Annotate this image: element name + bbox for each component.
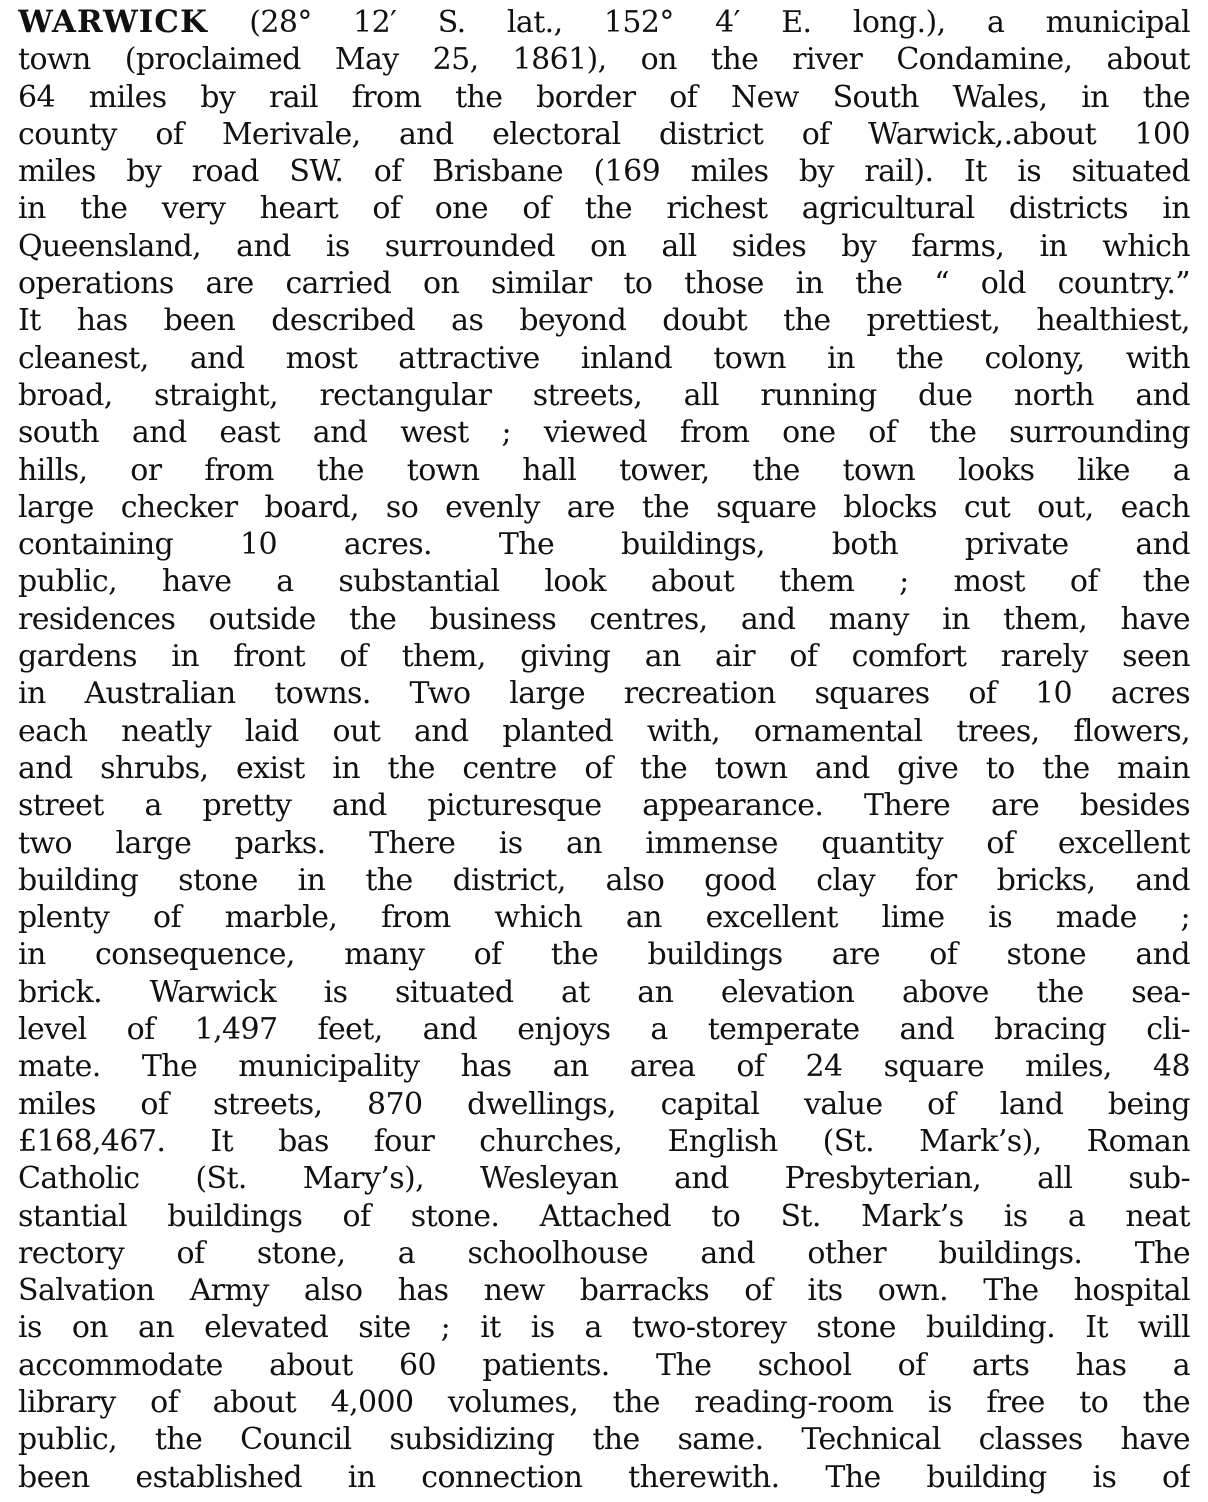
article-line-15: containing 10 acres. The buildings, both private and <box>18 527 1190 563</box>
article-line-26: in consequence, many of the buildings are of stone and <box>18 937 1190 973</box>
article-line-17: residences outside the business centres, and many in them, have <box>18 601 1190 637</box>
article-headword: WARWICK <box>18 4 208 40</box>
article-line-3: 64 miles by rail from the border of New South Wales, in the <box>18 79 1190 115</box>
article-line-37: accommodate about 60 patients. The school of arts has a <box>18 1347 1190 1383</box>
article-line-38: library of about 4,000 volumes, the reading-room is free to the <box>18 1384 1190 1420</box>
article-line-9: It has been described as beyond doubt the prettiest, healthiest, <box>18 303 1190 339</box>
article-line-10: cleanest, and most attractive inland town in the colony, with <box>18 340 1190 376</box>
article-line-23: two large parks. There is an immense quantity of excellent <box>18 825 1190 861</box>
article-body <box>18 4 1190 1496</box>
article-line-1-text: (28° 12′ S. lat., 152° 4′ E. long.), a municipal <box>249 5 1190 40</box>
article-line-4: county of Merivale, and electoral district of Warwick,.about 100 <box>18 116 1190 152</box>
article-line-8: operations are carried on similar to those in the “ old country.” <box>18 266 1190 302</box>
article-line-33: stantial buildings of stone. Attached to St. Mark’s is a neat <box>18 1198 1190 1234</box>
article-line-16: public, have a substantial look about them ; most of the <box>18 564 1190 600</box>
article-line-19: in Australian towns. Two large recreation squares of 10 acres <box>18 676 1190 712</box>
article-line-24: building stone in the district, also good clay for bricks, and <box>18 862 1190 898</box>
article-line-20: each neatly laid out and planted with, ornamental trees, flowers, <box>18 713 1190 749</box>
article-line-31: £168,467. It bas four churches, English (St. Mark’s), Roman <box>18 1123 1190 1159</box>
article-line-22: street a pretty and picturesque appearance. There are besides <box>18 788 1190 824</box>
article-line-25: plenty of marble, from which an excellent lime is made ; <box>18 900 1190 936</box>
article-line-6: in the very heart of one of the richest agricultural districts in <box>18 191 1190 227</box>
article-line-34: rectory of stone, a schoolhouse and other buildings. The <box>18 1235 1190 1271</box>
article-line-7: Queensland, and is surrounded on all sides by farms, in which <box>18 228 1190 264</box>
article-line-11: broad, straight, rectangular streets, all running due north and <box>18 377 1190 413</box>
article-line-32: Catholic (St. Mary’s), Wesleyan and Presbyterian, all sub- <box>18 1161 1190 1197</box>
article-lines <box>18 41 1190 1496</box>
article-line-40: been established in connection therewith. The building is of <box>18 1459 1190 1495</box>
article-line-5: miles by road SW. of Brisbane (169 miles by rail). It is situated <box>18 154 1190 190</box>
article-line-21: and shrubs, exist in the centre of the town and give to the main <box>18 750 1190 786</box>
article-line-12: south and east and west ; viewed from one of the surrounding <box>18 415 1190 451</box>
article-line-36: is on an elevated site ; it is a two-storey stone building. It will <box>18 1310 1190 1346</box>
article-line-2: town (proclaimed May 25, 1861), on the river Condamine, about <box>18 42 1190 78</box>
article-line-39: public, the Council subsidizing the same. Technical classes have <box>18 1422 1190 1458</box>
article-line-28: level of 1,497 feet, and enjoys a temperate and bracing cli- <box>18 1012 1190 1048</box>
article-line-14: large checker board, so evenly are the square blocks cut out, each <box>18 489 1190 525</box>
article-line-29: mate. The municipality has an area of 24 square miles, 48 <box>18 1049 1190 1085</box>
article-line-27: brick. Warwick is situated at an elevation above the sea- <box>18 974 1190 1010</box>
article-line-13: hills, or from the town hall tower, the town looks like a <box>18 452 1190 488</box>
article-line-1 <box>18 4 1190 41</box>
article-line-18: gardens in front of them, giving an air of comfort rarely seen <box>18 639 1190 675</box>
article-line-30: miles of streets, 870 dwellings, capital value of land being <box>18 1086 1190 1122</box>
article-line-35: Salvation Army also has new barracks of its own. The hospital <box>18 1273 1190 1309</box>
